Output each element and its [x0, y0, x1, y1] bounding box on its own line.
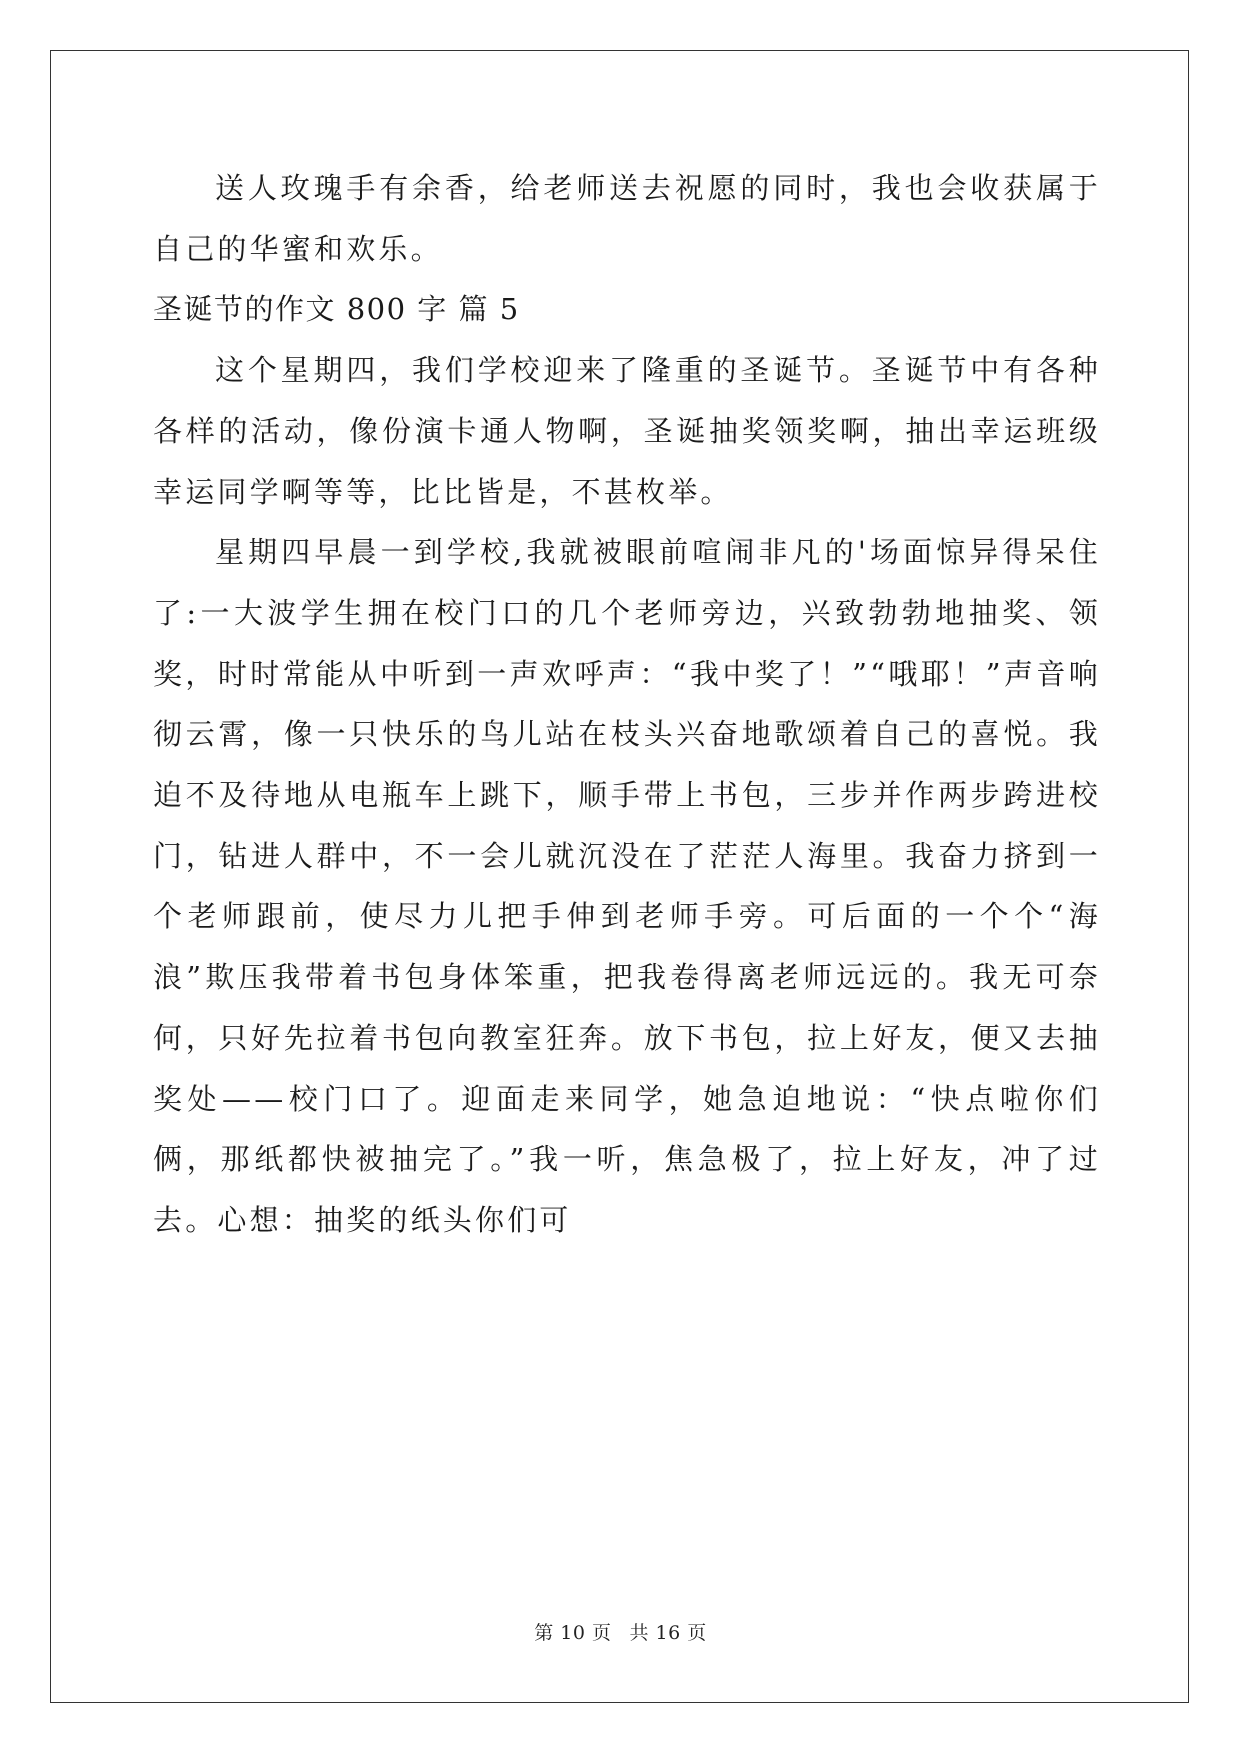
document-body: [153, 158, 1101, 1251]
paragraph-2: 这个星期四，我们学校迎来了隆重的圣诞节。圣诞节中有各种各样的活动，像份演卡通人物啊，圣诞抽奖领奖啊，抽出幸运班级幸运同学啊等等，比比皆是，不甚枚举。: [153, 353, 1101, 509]
paragraph-1: 送人玫瑰手有余香，给老师送去祝愿的同时，我也会收获属于自己的华蜜和欢乐。: [153, 171, 1101, 266]
page-footer: [0, 1618, 1241, 1645]
total-pages-count: 共 16 页: [629, 1622, 707, 1644]
section-title: 圣诞节的作文 800 字 篇 5: [153, 292, 520, 327]
current-page-number: 第 10 页: [534, 1622, 612, 1644]
paragraph-3: 星期四早晨一到学校,我就被眼前喧闹非凡的'场面惊异得呆住了:一大波学生拥在校门口的几个老师旁边，兴致勃勃地抽奖、领奖，时时常能从中听到一声欢呼声：“我中奖了！”“哦耶！”声音响彻云霄，像一只快乐的鸟儿站在枝头兴奋地歌颂着自己的喜悦。我迫不及待地从电瓶车上跳下，顺手带上书包，三步并作两步跨进校门，钻进人群中，不一会儿就沉没在了茫茫人海里。我奋力挤到一个老师跟前，使尽力儿把手伸到老师手旁。可后面的一个个“海浪”欺压我带着书包身体笨重，把我卷得离老师远远的。我无可奈何，只好先拉着书包向教室狂奔。放下书包，拉上好友，便又去抽奖处——校门口了。迎面走来同学，她急迫地说：“快点啦你们俩，那纸都快被抽完了。”我一听，焦急极了，拉上好友，冲了过去。心想：抽奖的纸头你们可: [153, 535, 1101, 1237]
